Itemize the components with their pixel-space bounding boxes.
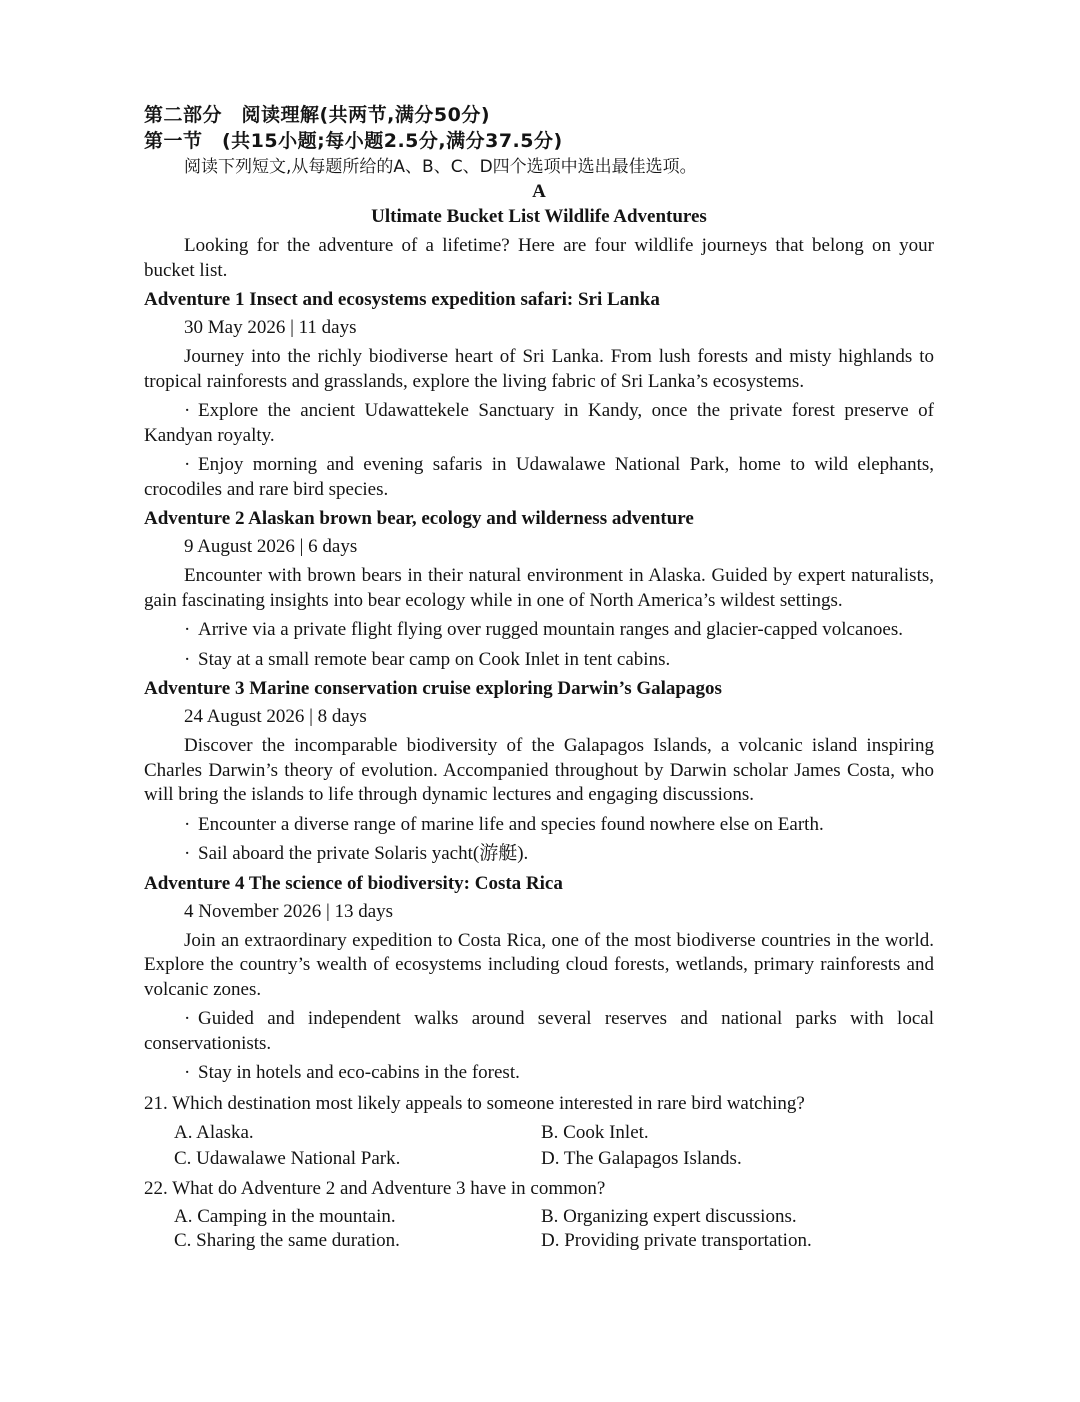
adventure-2 [144,507,934,672]
bullet-text: Guided and independent walks around several reserves and national parks with local conservationists. [144,1008,934,1054]
option-d: D. Providing private transportation. [541,1229,812,1251]
option-b: B. Cook Inlet. [541,1121,649,1143]
bullet-dot-icon: · [184,454,191,475]
adventure-3 [144,677,934,867]
adventure-1 [144,288,934,502]
adventure-heading: Adventure 1 Insect and ecosystems expedition safari: Sri Lanka [144,289,660,310]
bullet-dot-icon: · [184,1008,191,1029]
bullet-dot-icon: · [184,843,191,864]
bullet-dot-icon: · [184,648,191,670]
answer-options [144,1205,934,1253]
adventure-4 [144,872,934,1086]
answer-options [144,1120,934,1172]
question-stem: 21. Which destination most likely appeals to someone interested in rare bird watching? [144,1092,805,1114]
adventure-heading: Adventure 2 Alaskan brown bear, ecology and wilderness adventure [144,508,694,529]
passage-title: Ultimate Bucket List Wildlife Adventures [371,206,707,227]
question-stem: 22. What do Adventure 2 and Adventure 3 have in common? [144,1177,606,1199]
adventure-bullet [144,618,934,643]
adventure-bullet [144,842,934,867]
adventure-bullet [144,1007,934,1056]
option-c: C. Sharing the same duration. [174,1229,400,1251]
question-21 [144,1091,934,1172]
question-22 [144,1176,934,1253]
adventure-bullet [144,453,934,502]
bullet-dot-icon: · [184,619,191,640]
adventure-description: Discover the incomparable biodiversity of the Galapagos Islands, a volcanic island inspiring Charles Darwin’s theory of evolution. Accompanied throughout by Darwin scholar James Costa, who will bring the islands to life through dynamic lectures and engaging discussions. [144,735,934,805]
option-b: B. Organizing expert discussions. [541,1205,797,1227]
adventure-description: Encounter with brown bears in their natural environment in Alaska. Guided by expert naturalists, gain fascinating insights into bear ecology while in one of North America’s wildest settings. [144,565,934,611]
option-a: A. Camping in the mountain. [174,1205,396,1227]
bullet-text: Enjoy morning and evening safaris in Udawalawe National Park, home to wild elephants, crocodiles and rare bird species. [144,454,934,500]
adventure-date: 30 May 2026 | 11 days [184,317,357,338]
instructions: 阅读下列短文,从每题所给的A、B、C、D四个选项中选出最佳选项。 [184,157,697,177]
adventure-date: 24 August 2026 | 8 days [184,706,367,727]
adventure-date: 4 November 2026 | 13 days [184,900,394,922]
passage-intro: Looking for the adventure of a lifetime? Here are four wildlife journeys that belong on your bucket list. [144,235,934,281]
adventure-bullet [144,813,934,838]
bullet-dot-icon: · [184,813,191,835]
passage-letter: A [532,181,546,202]
adventure-heading: Adventure 3 Marine conservation cruise exploring Darwin’s Galapagos [144,678,722,699]
bullet-dot-icon: · [184,1062,191,1083]
bullet-text: Sail aboard the private Solaris yacht(游艇). [198,843,529,864]
adventure-bullet [144,648,934,673]
bullet-text: Encounter a diverse range of marine life and species found nowhere else on Earth. [198,813,824,835]
option-d: D. The Galapagos Islands. [541,1147,742,1169]
option-c: C. Udawalawe National Park. [174,1147,401,1169]
adventure-description: Join an extraordinary expedition to Costa Rica, one of the most biodiverse countries in the world. Explore the country’s wealth of ecosystems including cloud forests, wetlands, primary rainforests and volcanic zones. [144,929,934,1000]
adventure-bullet [144,399,934,448]
adventure-date: 9 August 2026 | 6 days [184,536,358,557]
bullet-text: Stay at a small remote bear camp on Cook Inlet in tent cabins. [198,648,671,670]
option-a: A. Alaska. [174,1121,254,1143]
adventure-bullet [144,1061,934,1086]
section-title: 第一节 (共15小题;每小题2.5分,满分37.5分) [144,130,563,152]
bullet-text: Stay in hotels and eco-cabins in the forest. [198,1062,520,1083]
adventure-description: Journey into the richly biodiverse heart of Sri Lanka. From lush forests and misty highlands to tropical rainforests and grasslands, explore the living fabric of Sri Lanka’s ecosystems. [144,346,934,392]
bullet-text: Explore the ancient Udawattekele Sanctuary in Kandy, once the private forest preserve of Kandyan royalty. [144,400,934,446]
bullet-dot-icon: · [184,400,191,421]
adventure-heading: Adventure 4 The science of biodiversity: Costa Rica [144,872,563,894]
page-content [144,102,934,1257]
bullet-text: Arrive via a private flight flying over rugged mountain ranges and glacier-capped volcanoes. [198,619,903,640]
part-title: 第二部分 阅读理解(共两节,满分50分) [144,104,491,126]
